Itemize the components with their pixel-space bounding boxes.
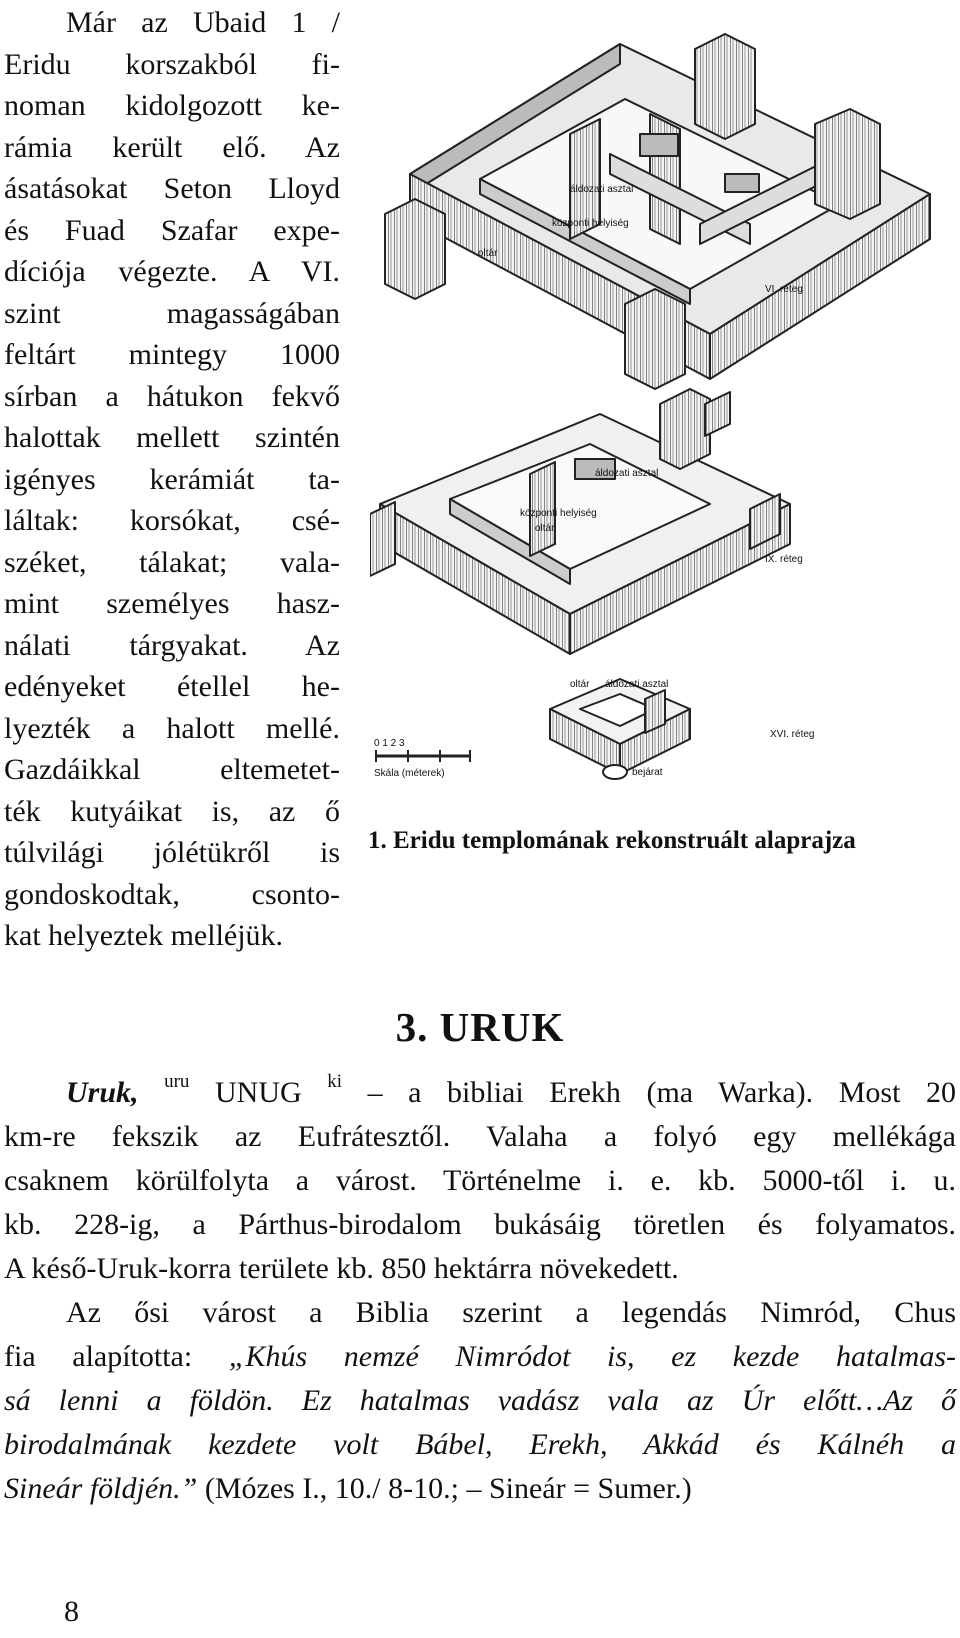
bible-quote: birodalmának kezdete volt Bábel, Erekh, Akkád és Kálnéh a <box>4 1428 956 1461</box>
text-line <box>4 1467 956 1511</box>
figure-label: VI. réteg <box>765 284 803 295</box>
figure-caption: 1. Eridu templomának rekonstruált alaprajza <box>368 827 856 854</box>
text-line: túlvilági jólétükről is <box>4 836 340 869</box>
left-column-text <box>4 2 340 957</box>
figure-label: áldozati asztal <box>570 184 634 195</box>
text-line: edényeket étellel he- <box>4 670 340 703</box>
figure-label: oltár <box>570 679 590 690</box>
text-line: és Fuad Szafar expe- <box>4 213 340 247</box>
text-line: sírban a hátukon fekvő <box>4 379 340 413</box>
superscript-ki: ki <box>327 1071 343 1092</box>
scale-ticks: 0 1 2 3 <box>374 738 405 749</box>
figure-label: áldozati asztal <box>595 468 659 479</box>
text-fragment: – a bibliai Erekh (ma Warka). Most 20 <box>342 1076 956 1109</box>
figure-label: IX. réteg <box>765 554 803 565</box>
text-line: Már az Ubaid 1 / <box>66 6 340 39</box>
text-line <box>4 1379 956 1423</box>
text-fragment: fia alapította: <box>4 1340 229 1373</box>
figure-label: áldozati asztal <box>605 679 669 690</box>
text-line: rámia került elő. Az <box>4 130 340 164</box>
figure-label: XVI. réteg <box>770 729 815 740</box>
text-fragment: (Mózes I., 10./ 8-10.; – Sineár = Sumer.) <box>197 1472 692 1505</box>
temple-reconstruction-figure <box>370 4 958 812</box>
text-line: mint személyes hasz- <box>4 587 340 620</box>
text-line: láltak: korsókat, csé- <box>4 504 340 537</box>
text-line: nálati tárgyakat. Az <box>4 628 340 662</box>
text-line: A késő-Uruk-korra területe kb. 850 hektárra növekedett. <box>4 1252 679 1285</box>
body-text <box>4 1060 956 1511</box>
text-line: csaknem körülfolyta a várost. Történelme i. e. kb. 5000-től i. u. <box>4 1164 956 1197</box>
text-line: noman kidolgozott ke- <box>4 89 340 122</box>
page-number: 8 <box>64 1595 79 1628</box>
text-line: ásatásokat Seton Lloyd <box>4 172 340 205</box>
text-line: Eridu korszakból fi- <box>4 47 340 81</box>
text-line: szint magasságában <box>4 296 340 330</box>
bible-quote: „Khús nemzé Nimródot is, ez kezde hatalmas- <box>228 1340 956 1373</box>
text-line: lyezték a halott mellé. <box>4 711 340 745</box>
text-line: díciója végezte. A VI. <box>4 255 340 288</box>
text-line <box>4 1335 956 1379</box>
text-line: kb. 228-ig, a Párthus-birodalom bukásáig töretlen és folyamatos. <box>4 1208 956 1241</box>
uruk-name: Uruk, <box>66 1076 139 1109</box>
text-line: igényes kerámiát ta- <box>4 462 340 496</box>
text-line: Az ősi várost a Biblia szerint a legendás Nimród, Chus <box>66 1296 956 1329</box>
bible-quote: Sineár földjén.” <box>4 1472 198 1505</box>
text-line: feltárt mintegy 1000 <box>4 338 340 371</box>
text-line <box>4 1060 956 1115</box>
temple-plan-drawing <box>370 4 958 812</box>
text-line: halottak mellett szintén <box>4 421 340 454</box>
scale-label: Skála (méterek) <box>374 768 445 779</box>
text-line: gondoskodtak, csonto- <box>4 877 340 911</box>
figure-label: bejárat <box>632 767 663 778</box>
unug-word: UNUG <box>189 1076 328 1109</box>
section-heading: 3. URUK <box>395 1004 565 1050</box>
superscript-uru: uru <box>164 1071 190 1092</box>
figure-label: oltár <box>478 248 498 259</box>
text-line: széket, tálakat; vala- <box>4 545 340 579</box>
text-line: km-re fekszik az Eufrátesztől. Valaha a folyó egy mellékága <box>4 1120 956 1153</box>
text-line: kat helyeztek melléjük. <box>4 919 284 952</box>
text-line: Gazdáikkal eltemetet- <box>4 753 340 786</box>
text-line: ték kutyáikat is, az ő <box>4 794 340 828</box>
figure-label: központi helyiség <box>552 218 629 229</box>
figure-label: oltár <box>535 523 555 534</box>
bible-quote: sá lenni a földön. Ez hatalmas vadász vala az Úr előtt…Az ő <box>4 1384 956 1417</box>
text-line <box>4 1423 956 1467</box>
figure-label: központi helyiség <box>520 508 597 519</box>
